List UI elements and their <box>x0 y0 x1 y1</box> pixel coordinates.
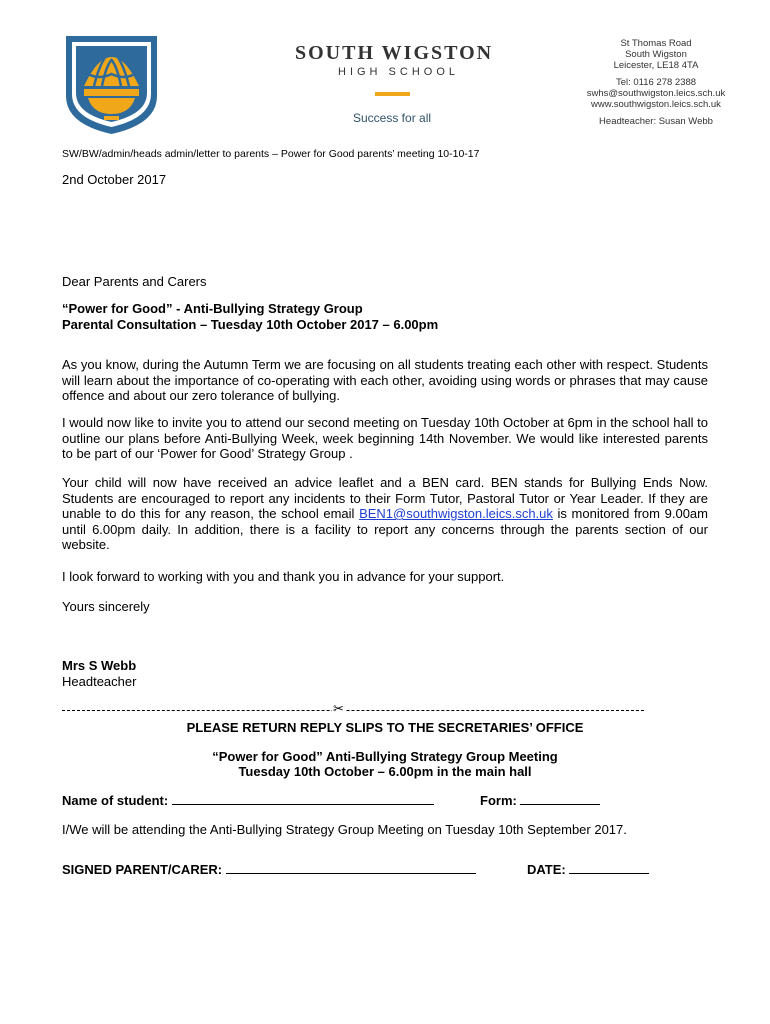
contact-email: swhs@southwigston.leics.sch.uk <box>586 88 726 99</box>
form-blank[interactable] <box>520 792 600 805</box>
slip-title: “Power for Good” Anti-Bullying Strategy Group Meeting <box>212 749 558 764</box>
student-name-field[interactable] <box>62 792 434 808</box>
paragraph-thanks: I look forward to working with you and thank you in advance for your support. <box>62 569 505 584</box>
contact-website: www.southwigston.leics.sch.uk <box>591 99 721 110</box>
school-address-block <box>586 38 726 127</box>
student-name-blank[interactable] <box>172 792 434 805</box>
form-label: Form: <box>480 793 517 808</box>
letter-reference: SW/BW/admin/heads admin/letter to parents – Power for Good parents’ meeting 10-10-17 <box>62 148 480 160</box>
signed-label: SIGNED PARENT/CARER: <box>62 862 223 877</box>
return-note: PLEASE RETURN REPLY SLIPS TO THE SECRETARIES’ OFFICE <box>186 720 584 735</box>
paragraph-ben-card <box>62 475 708 553</box>
email-link[interactable]: BEN1@southwigston.leics.sch.uk <box>359 506 553 521</box>
school-name: SOUTH WIGSTON <box>295 42 494 64</box>
closing: Yours sincerely <box>62 599 150 614</box>
address-line: St Thomas Road <box>620 38 692 49</box>
letter-heading: “Power for Good” - Anti-Bullying Strategy Group <box>62 301 363 316</box>
salutation: Dear Parents and Carers <box>62 274 207 289</box>
school-crest-logo <box>64 34 159 136</box>
date-field[interactable] <box>527 861 649 877</box>
date-blank[interactable] <box>569 861 649 874</box>
student-name-label: Name of student: <box>62 793 169 808</box>
contact-phone: Tel: 0116 278 2388 <box>615 77 697 88</box>
paragraph-invitation: I would now like to invite you to attend our second meeting on Tuesday 10th October at 6pm in the school hall to outline our plans before Anti-Bullying Week, week beginning 14th November. We would like interested parents to be part of our ‘Power for Good’ Strategy Group . <box>62 415 708 461</box>
headteacher-line: Headteacher: Susan Webb <box>599 116 713 127</box>
slip-subtitle: Tuesday 10th October – 6.00pm in the main hall <box>238 764 532 779</box>
letter-date: 2nd October 2017 <box>62 172 167 187</box>
date-label: DATE: <box>527 862 566 877</box>
signature-field[interactable] <box>62 861 476 877</box>
school-motto: Success for all <box>353 111 432 125</box>
letter-subheading: Parental Consultation – Tuesday 10th October 2017 – 6.00pm <box>62 317 439 332</box>
paragraph-text: is monitored from 9.00am until 6.00pm daily. In addition, there is a facility to report any concerns through the parents section of our website. <box>62 506 708 552</box>
cut-line <box>62 710 644 712</box>
address-line: South Wigston <box>625 49 687 60</box>
form-field[interactable] <box>480 792 600 808</box>
signature-blank[interactable] <box>226 861 476 874</box>
scissors-icon: ✂ <box>333 701 344 716</box>
school-subtitle: HIGH SCHOOL <box>338 66 460 78</box>
gold-divider <box>375 92 410 96</box>
paragraph-intro: As you know, during the Autumn Term we are focusing on all students treating each other with respect. Students will learn about the importance of co-operating with each other, avoiding using words or phrases that may cause offence and about our zero tolerance of bullying. <box>62 357 708 403</box>
signatory-title: Headteacher <box>62 674 137 689</box>
signatory-name: Mrs S Webb <box>62 658 137 673</box>
attendance-statement: I/We will be attending the Anti-Bullying Strategy Group Meeting on Tuesday 10th September 2017. <box>62 822 627 837</box>
paragraph-text: Your child will now have received an advice leaflet and a BEN card. BEN stands for Bullying Ends Now. Students are encouraged to report any incidents to their Form Tutor, Pastoral Tutor or Year Leader. If they are unable to do this for any reason, the school email <box>62 475 708 521</box>
address-line: Leicester, LE18 4TA <box>613 60 699 71</box>
